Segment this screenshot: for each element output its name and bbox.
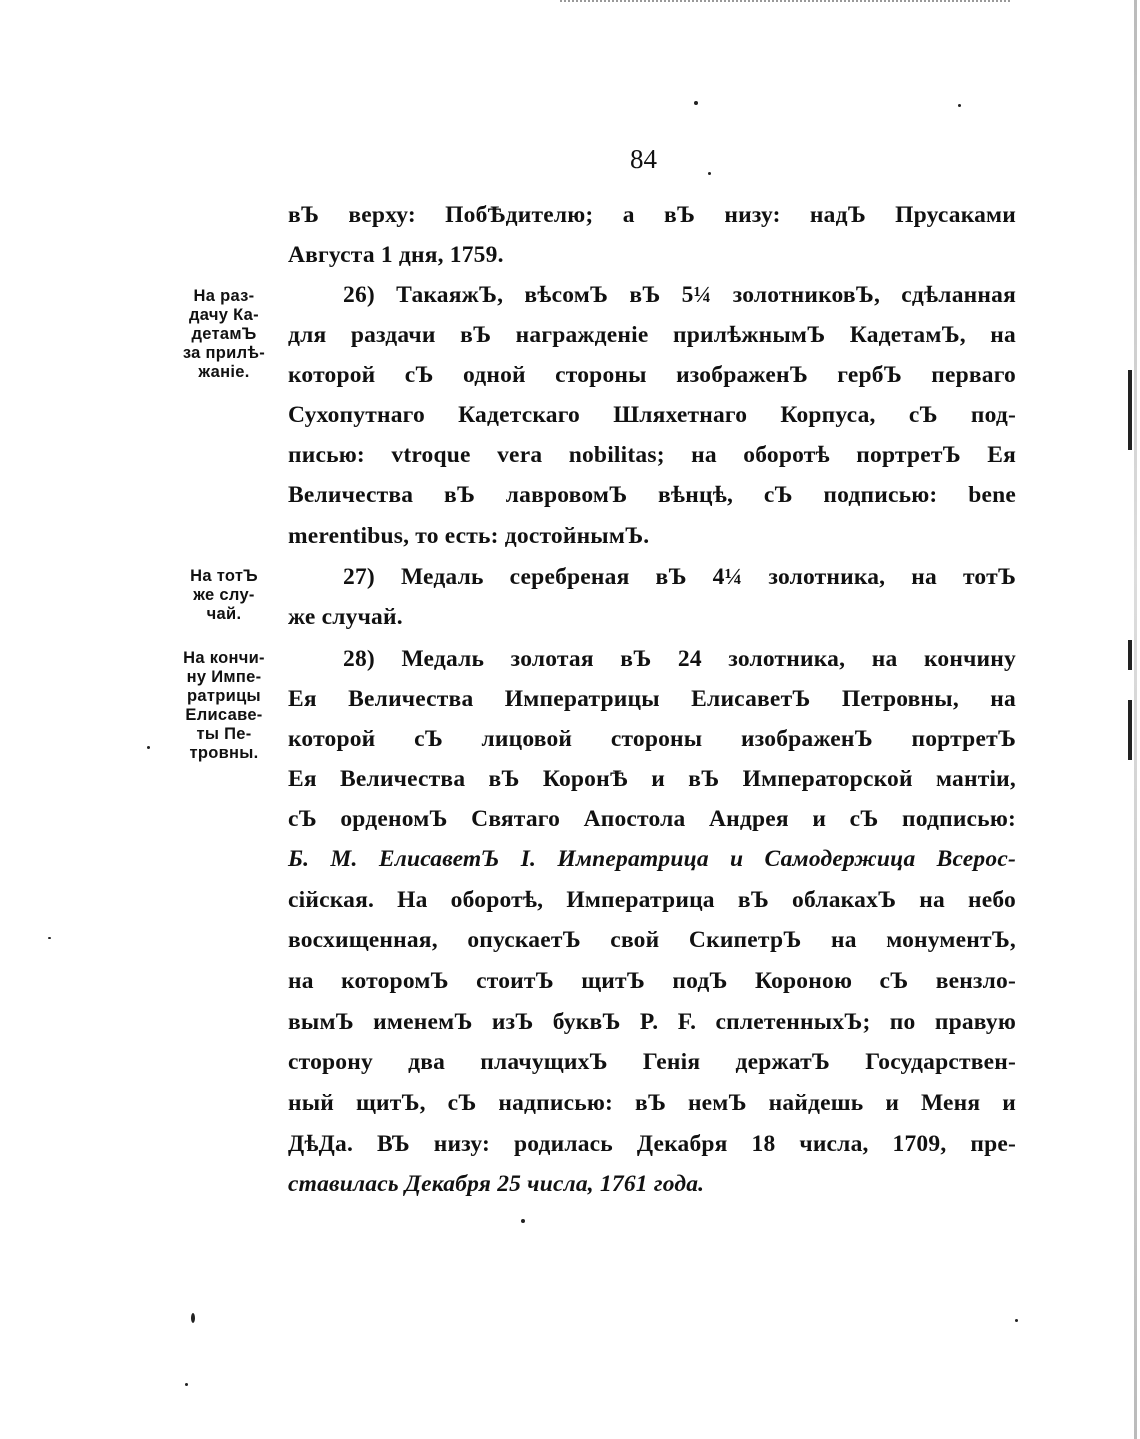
margin-note-same-occasion [168,567,280,624]
body-line: которой сЪ одной стороны изображенЪ гербЪ перваго [288,362,1016,388]
margin-note-line: же слу- [193,586,255,604]
body-line: merentibus, то есть: достойнымЪ. [288,523,650,549]
margin-note-line: На тотЪ [190,567,258,585]
body-line: ный щитЪ, сЪ надписью: вЪ немЪ найдешь и Меня и [288,1090,1016,1116]
scan-speck [185,1383,188,1386]
scan-speck [48,937,51,939]
scan-speck [958,104,961,107]
body-line: Б. М. ЕлисаветЪ I. Императрица и Самодержица Всерос- [288,846,1016,872]
edge-mark [1128,640,1132,670]
margin-note-line: ратрицы [187,687,261,705]
page-edge [1134,0,1137,1439]
body-line: восхищенная, опускаетЪ свой СкипетрЪ на монументЪ, [288,927,1016,953]
scan-speck [1015,1319,1018,1322]
margin-note-empress-death [168,649,280,763]
margin-note-line: ну Импе- [186,668,262,686]
body-line: же случай. [288,604,403,630]
margin-note-line: тровны. [189,744,259,762]
body-line: Ея Величества вЪ КоронѢ и вЪ Императорской мантіи, [288,766,1016,792]
body-line: писью: vtroque vera nobilitas; на оборотѣ портретЪ Ея [288,442,1016,468]
margin-note-line: за прилѣ- [182,344,266,362]
body-line: 28) Медаль золотая вЪ 24 золотника, на кончину [343,646,1016,672]
body-line: вымЪ именемЪ изЪ буквЪ P. F. сплетенныхЪ; по правую [288,1009,1016,1035]
margin-note-line: На кончи- [183,649,265,667]
body-line: которой сЪ лицовой стороны изображенЪ портретЪ [288,726,1016,752]
scan-speck [708,172,711,175]
edge-mark [1128,700,1132,760]
body-line: сійская. На оборотѣ, Императрица вЪ облакахЪ на небо [288,887,1016,913]
margin-note-line: детамЪ [191,325,257,343]
body-line: 27) Медаль серебреная вЪ 4¼ золотника, на тотЪ [343,564,1016,590]
scan-speck [191,1313,195,1323]
body-line: сторону два плачущихЪ Генія держатЪ Государствен- [288,1049,1016,1075]
margin-note-line: жаніе. [198,363,250,381]
edge-mark [1128,370,1132,450]
body-line: Величества вЪ лавровомЪ вѣнцѣ, сЪ подписью: bene [288,482,1016,508]
body-line: Августа 1 дня, 1759. [288,242,504,268]
body-line: ДѣДа. ВЪ низу: родилась Декабря 18 числа, 1709, пре- [288,1131,1016,1157]
scan-speck [521,1219,525,1223]
body-line: ставилась Декабря 25 числа, 1761 года. [288,1171,705,1197]
top-scan-rule [560,0,1010,5]
margin-note-line: ты Пе- [196,725,252,743]
body-line: Ея Величества Императрицы ЕлисаветЪ Петровны, на [288,686,1016,712]
margin-note-line: На раз- [193,287,255,305]
margin-note-line: Елисаве- [185,706,263,724]
margin-note-line: чай. [206,605,242,623]
scan-speck [147,746,150,749]
body-line: на которомЪ стоитЪ щитЪ подЪ Короною сЪ вензло- [288,968,1016,994]
body-line: для раздачи вЪ награжденіе прилѣжнымЪ КадетамЪ, на [288,322,1016,348]
body-line: 26) ТакаяжЪ, вѣсомЪ вЪ 5¼ золотниковЪ, сдѣланная [343,282,1016,308]
margin-note-line: дачу Ка- [189,306,259,324]
body-line: сЪ орденомЪ Святаго Апостола Андрея и сЪ подписью: [288,806,1016,832]
page-number: 84 [630,144,657,174]
margin-note-award [168,287,280,382]
body-line: вЪ верху: ПобѢдителю; а вЪ низу: надЪ Прусаками [288,202,1016,228]
body-line: Сухопутнаго Кадетскаго Шляхетнаго Корпуса, сЪ под- [288,402,1016,428]
scan-speck [694,101,698,105]
